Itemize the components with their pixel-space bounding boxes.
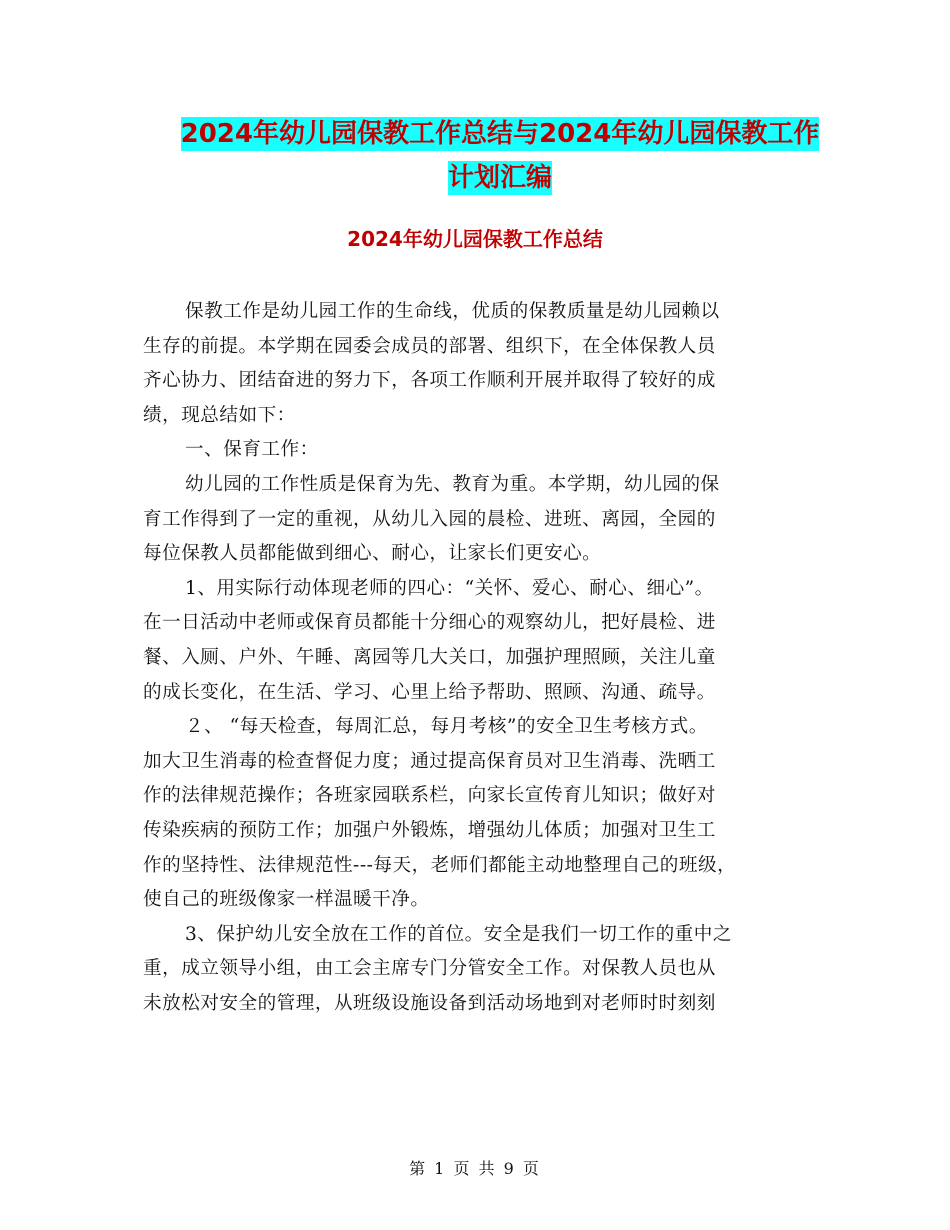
paragraph-line: ２、 “每天检查，每周汇总，每月考核”的安全卫生考核方式。 [185, 716, 708, 738]
section-title: 2024年幼儿园保教工作总结 [347, 227, 603, 251]
paragraph-line: 在一日活动中老师或保育员都能十分细心的观察幼儿，把好晨检、进 [143, 612, 716, 634]
paragraph-line: 传染疾病的预防工作；加强户外锻炼，增强幼儿体质；加强对卫生工 [143, 819, 716, 841]
paragraph-line: 使自己的班级像家一样温暖干净。 [143, 889, 430, 911]
page-number-footer: 第 1 页 共 9 页 [409, 1159, 541, 1178]
paragraph-line: 未放松对安全的管理，从班级设施设备到活动场地到对老师时时刻刻 [143, 992, 716, 1014]
paragraph-line: 加大卫生消毒的检查督促力度；通过提高保育员对卫生消毒、洗晒工 [143, 750, 716, 772]
paragraph-line: 作的法律规范操作；各班家园联系栏，向家长宣传育儿知识；做好对 [143, 785, 716, 807]
paragraph-line: 育工作得到了一定的重视，从幼儿入园的晨检、进班、离园，全园的 [143, 508, 716, 530]
paragraph-line: 齐心协力、团结奋进的努力下，各项工作顺利开展并取得了较好的成 [143, 370, 716, 392]
document-title-line-1: 2024年幼儿园保教工作总结与2024年幼儿园保教工作 [180, 119, 820, 149]
paragraph-line: 重，成立领导小组，由工会主席专门分管安全工作。对保教人员也从 [143, 958, 716, 980]
paragraph-line: 1、用实际行动体现老师的四心：“关怀、爱心、耐心、细心”。 [185, 577, 714, 599]
paragraph-line: 保教工作是幼儿园工作的生命线，优质的保教质量是幼儿园赖以 [185, 301, 720, 322]
document-title-line-2: 计划汇编 [447, 163, 552, 193]
paragraph-line: 一、保育工作： [185, 439, 319, 461]
paragraph-line: 的成长变化，在生活、学习、心里上给予帮助、照顾、沟通、疏导。 [143, 681, 716, 703]
paragraph-line: 每位保教人员都能做到细心、耐心，让家长们更安心。 [143, 543, 602, 565]
paragraph-line: 3、保护幼儿安全放在工作的首位。安全是我们一切工作的重中之 [185, 923, 732, 945]
paragraph-line: 绩，现总结如下： [143, 404, 296, 426]
paragraph-line: 生存的前提。本学期在园委会成员的部署、组织下，在全体保教人员 [143, 335, 716, 357]
paragraph-line: 餐、入厕、户外、午睡、离园等几大关口，加强护理照顾，关注儿童 [143, 646, 716, 668]
body-text [143, 295, 808, 1021]
document-title [140, 112, 860, 200]
paragraph-line: 幼儿园的工作性质是保育为先、教育为重。本学期，幼儿园的保 [185, 473, 720, 495]
paragraph-line: 作的坚持性、法律规范性---每天，老师们都能主动地整理自己的班级， [143, 854, 737, 876]
